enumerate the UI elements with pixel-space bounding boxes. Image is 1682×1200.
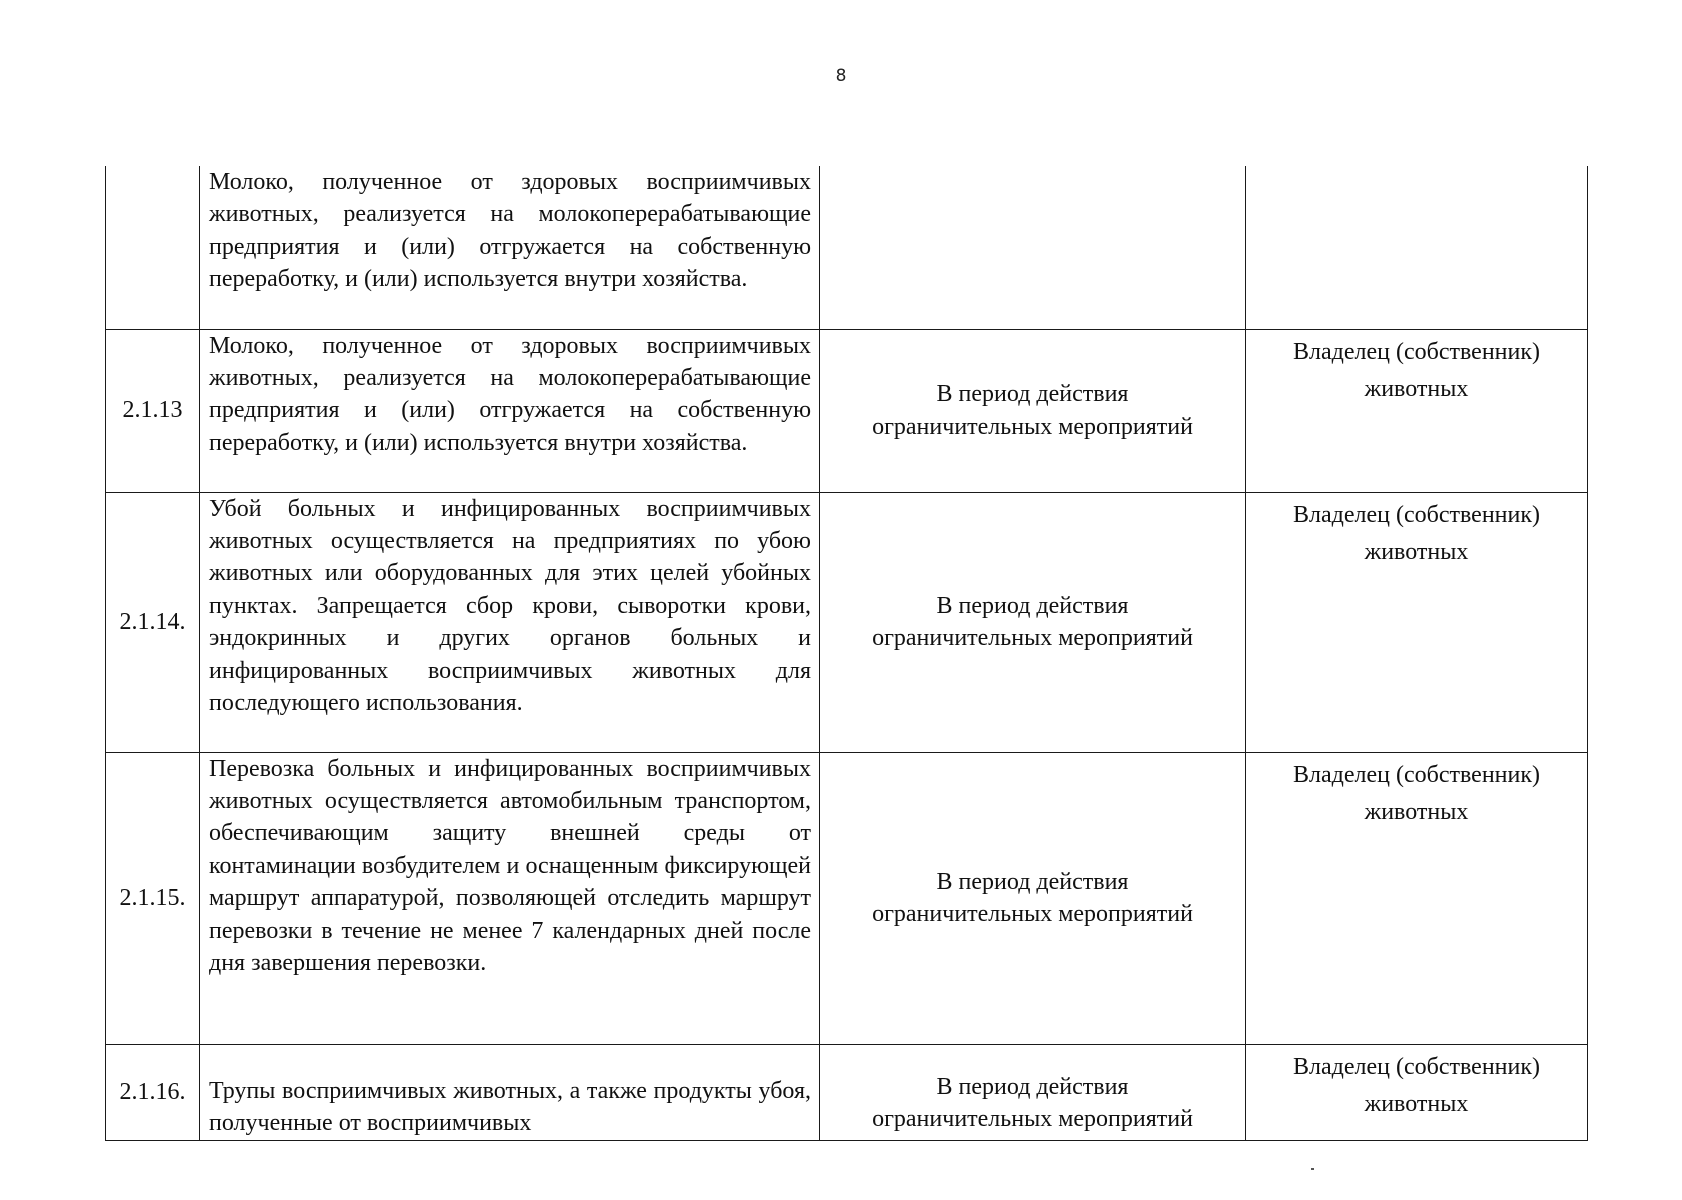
responsible-line: Владелец (собственник) (1293, 761, 1540, 788)
responsible-cell (1246, 752, 1588, 1044)
page-number: 8 (835, 66, 847, 86)
responsible-line: животных (1364, 375, 1469, 402)
period-line: В период действия (936, 868, 1129, 895)
period-cell (820, 166, 1246, 329)
period-cell (820, 329, 1246, 492)
measure-text-cell (200, 1044, 820, 1140)
measure-text-cell (200, 166, 820, 329)
period-cell (820, 492, 1246, 752)
responsible-line: Владелец (собственник) (1293, 501, 1540, 528)
measure-text: Убой больных и инфицированных восприимчивых животных осуществляется на предприятиях по убою животных или оборудованных для этих целей убойных пунктах. Запрещается сбор крови, сыворотки крови, эндокринных и других органов больных и инфицированных восприимчивых животных для последующего использования. (209, 495, 811, 716)
measure-text: Перевозка больных и инфицированных восприимчивых животных осуществляется автомобильным транспортом, обеспечивающим защиту внешней среды от контаминации возбудителем и оснащенным фиксирующей маршрут аппаратурой, позволяющей отследить маршрут перевозки в течение не менее 7 календарных дней после дня завершения перевозки. (209, 755, 811, 976)
row-number-cell: 2.1.13 (106, 329, 200, 492)
responsible-line: животных (1364, 538, 1469, 565)
measure-text: Молоко, полученное от здоровых восприимчивых животных, реализуется на молокоперерабатывающие предприятия и (или) отгружается на собственную переработку, и (или) используется внутри хозяйства. (209, 332, 811, 456)
measure-text-cell (200, 752, 820, 1044)
scan-artifact (1311, 1168, 1314, 1170)
period-line: В период действия (936, 1073, 1129, 1100)
responsible-cell (1246, 329, 1588, 492)
table-row (106, 492, 1588, 752)
period-line: ограничительных мероприятий (872, 413, 1193, 440)
table-row (106, 752, 1588, 1044)
period-line: ограничительных мероприятий (872, 1106, 1193, 1133)
period-line: ограничительных мероприятий (872, 901, 1193, 927)
row-number-cell: 2.1.14. (106, 492, 200, 752)
table-row (106, 166, 1588, 329)
responsible-cell (1246, 1044, 1588, 1140)
responsible-line: Владелец (собственник) (1293, 1053, 1540, 1080)
measure-text: Трупы восприимчивых животных, а также продукты убоя, полученные от восприимчивых (209, 1077, 811, 1137)
period-line: ограничительных мероприятий (872, 625, 1193, 651)
table-row (106, 329, 1588, 492)
period-line: В период действия (936, 381, 1129, 408)
measure-text: Молоко, полученное от здоровых восприимчивых животных, реализуется на молокоперерабатывающие предприятия и (или) отгружается на собственную переработку, и (или) используется внутри хозяйства. (209, 169, 811, 293)
measure-text-cell (200, 329, 820, 492)
row-number-cell: 2.1.15. (106, 752, 200, 1044)
responsible-line: животных (1364, 1090, 1469, 1117)
measure-text-cell (200, 492, 820, 752)
measures-table (105, 166, 1588, 1141)
period-line: В период действия (936, 592, 1129, 619)
row-number-cell: 2.1.16. (106, 1044, 200, 1140)
row-number-cell (106, 166, 200, 329)
responsible-cell (1246, 492, 1588, 752)
table-row (106, 1044, 1588, 1140)
period-cell (820, 752, 1246, 1044)
period-cell (820, 1044, 1246, 1140)
responsible-line: Владелец (собственник) (1293, 338, 1540, 365)
responsible-line: животных (1364, 798, 1469, 825)
responsible-cell (1246, 166, 1588, 329)
